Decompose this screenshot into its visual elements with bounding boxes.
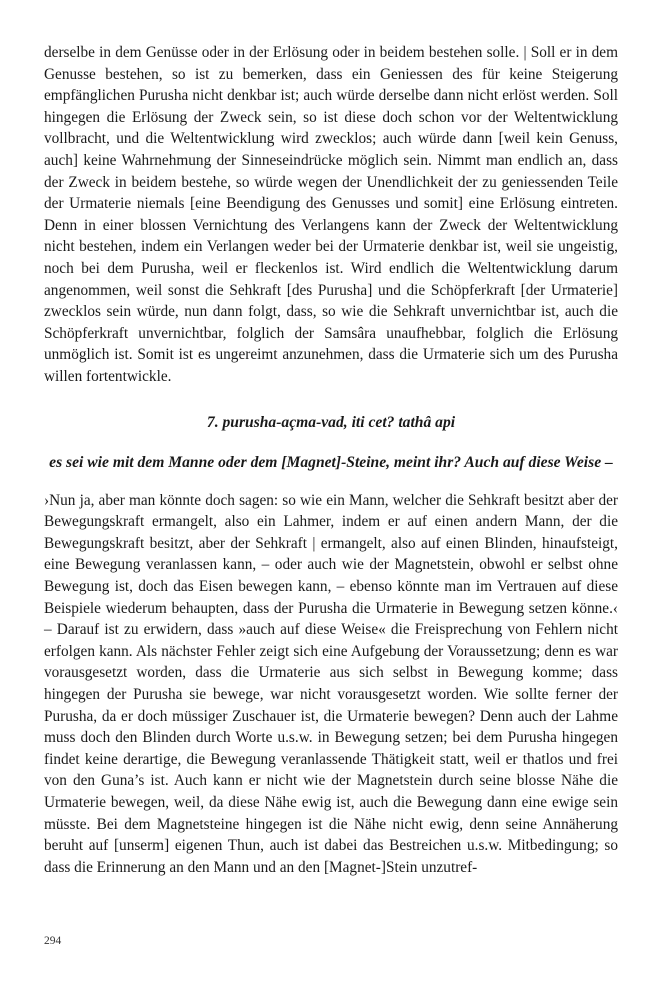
page-body: [44, 42, 618, 878]
page-number: 294: [44, 935, 62, 947]
sutra-heading: 7. purusha-açma-vad, iti cet? tathâ api: [206, 413, 456, 431]
sutra-translation: es sei wie mit dem Manne oder dem [Magnet]-Steine, meint ihr? Auch auf diese Weise –: [49, 454, 613, 472]
paragraph-2: ›Nun ja, aber man könnte doch sagen: so wie ein Mann, welcher die Sehkraft besitzt aber der Bewegungskraft ermangelt, also ein Lahmer, indem er auf einen andern Mann, der die Bewegungskraft besitzt, aber der Sehkraft | ermangelt, also auf einen Blinden, hinaufsteigt, eine Bewegung veranlassen kann, – oder auch wie der Magnetstein, obwohl er selbst ohne Bewegung ist, doch das Eisen bewegen kann, – ebenso könnte man im Vertrauen auf diese Beispiele wiederum behaupten, dass der Purusha die Urmaterie in Bewegung setzen könne.‹ – Darauf ist zu erwidern, dass »auch auf diese Weise« die Freisprechung von Fehlern nicht erfolgen kann. Als nächster Fehler zeigt sich eine Aufgebung der Voraussetzung; denn es war vorausgesetzt worden, dass die Urmaterie aus sich selbst in Bewegung komme; dass hingegen der Purusha sie bewege, war nicht vorausgesetzt worden. Wie sollte ferner der Purusha, da er doch müssiger Zuschauer ist, die Urmaterie bewegen? Denn auch der Lahme muss doch den Blinden durch Worte u.s.w. in Bewegung setzen; bei dem Purusha hingegen findet keine derartige, die Bewegung veranlassende Thätigkeit statt, weil er thatlos und frei von den Guna’s ist. Auch kann er nicht wie der Magnetstein durch seine blosse Nähe die Urmaterie bewegen, weil, da diese Nähe ewig ist, auch die Bewegung dann eine ewige sein müsste. Bei dem Magnetsteine hingegen ist die Nähe nicht ewig, denn seine Annäherung beruht auf [unserm] eigenen Thun, auch ist dabei das Bestreichen u.s.w. Mitbedingung; so dass die Erinnerung an den Mann und an den [Magnet-]Stein unzutref-: [44, 491, 618, 876]
paragraph-1: derselbe in dem Genüsse oder in der Erlösung oder in beidem bestehen solle. | Soll er in dem Genusse bestehen, so ist zu bemerken, dass ein Geniessen des für keine Steigerung empfänglichen Purusha nicht denkbar ist; auch würde derselbe dann nicht erlöst werden. Soll hingegen die Erlösung der Zweck sein, so ist diese doch schon vor der Weltentwicklung vollbracht, und die Weltentwicklung wird zwecklos; auch würde dann [weil kein Genuss, auch] keine Wahrnehmung der Sinneseindrücke möglich sein. Nimmt man endlich an, dass der Zweck in beidem bestehe, so würde wegen der Unendlichkeit der zu geniessenden Teile der Urmaterie niemals [eine Beendigung des Genusses und somit] eine Erlösung eintreten. Denn in einer blossen Vernichtung des Verlangens kann der Zweck der Weltentwicklung nicht bestehen, indem ein Verlangen weder bei der Urmaterie denkbar ist, weil sie ungeistig, noch bei dem Purusha, weil er fleckenlos ist. Wird endlich die Weltentwicklung darum angenommen, weil sonst die Sehkraft [des Purusha] und die Schöpferkraft [der Urmaterie] zwecklos sein würde, nun dann folgt, dass, so wie die Sehkraft unvernichtbar ist, auch die Schöpferkraft unvernichtbar, folglich der Samsâra unaufhebbar, folglich die Erlösung unmöglich ist. Somit ist es ungereimt anzunehmen, dass die Urmaterie sich um des Purusha willen fortentwickle.: [44, 44, 618, 385]
